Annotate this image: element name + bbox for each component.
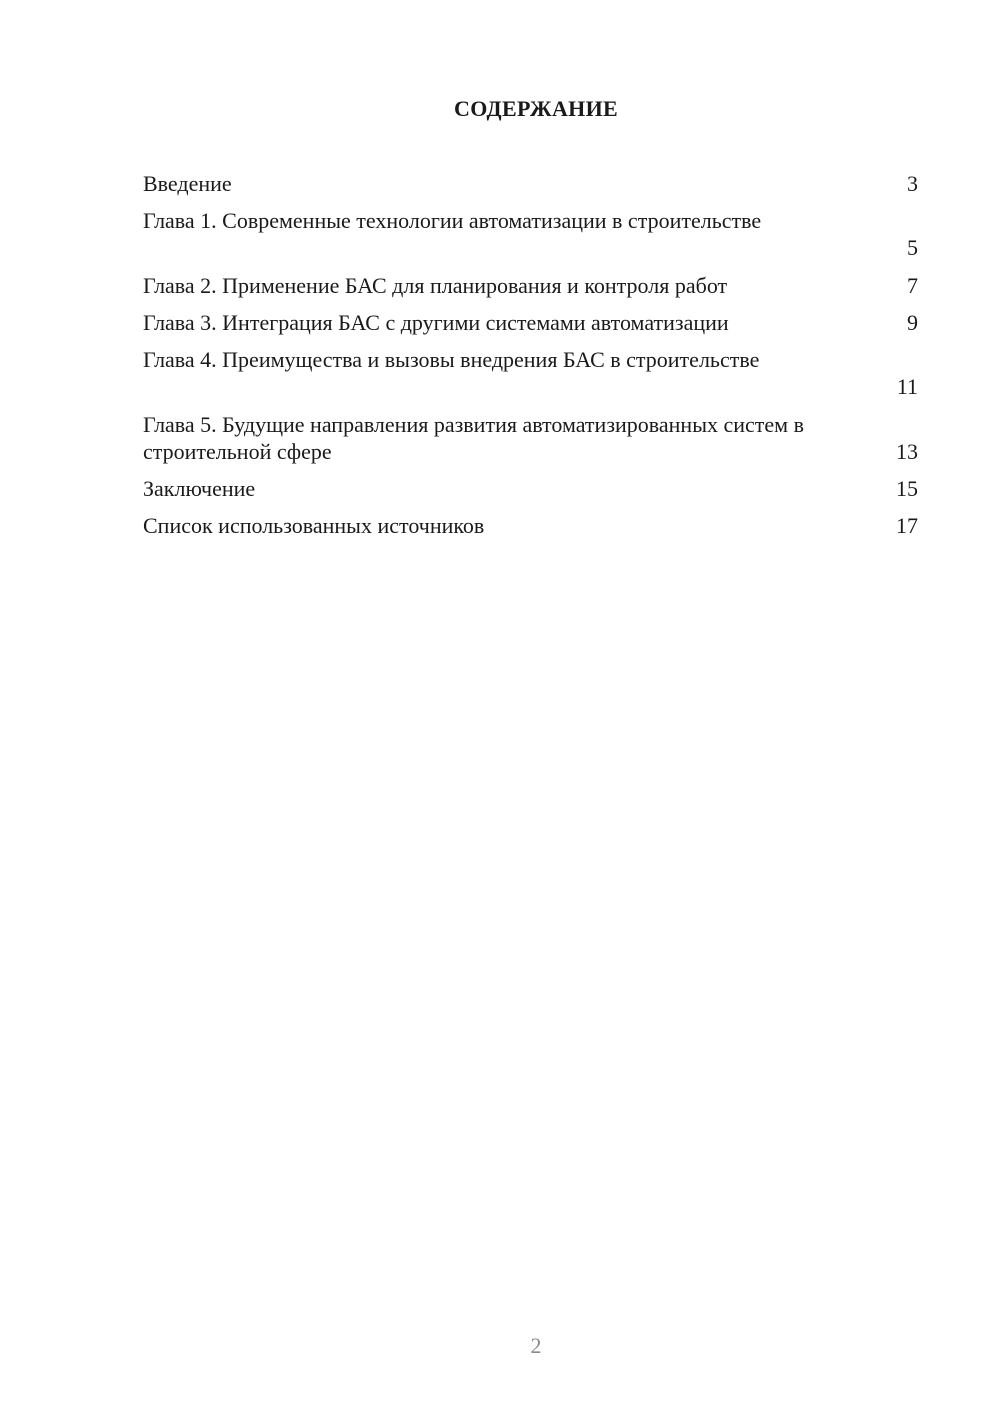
toc-entry-label: Глава 1. Современные технологии автоматизации в строительстве bbox=[143, 208, 762, 233]
toc-entry-page: 15 bbox=[896, 476, 918, 501]
toc-entry-conclusion[interactable] bbox=[143, 475, 918, 502]
toc-entry-page: 11 bbox=[896, 374, 918, 399]
toc-entry-label: Заключение bbox=[143, 476, 256, 501]
toc-entry-label: Список использованных источников bbox=[143, 513, 485, 538]
toc-entry-page: 5 bbox=[907, 235, 918, 260]
toc-entry-label: Глава 2. Применение БАС для планирования и контроля работ bbox=[143, 273, 728, 298]
toc-entry-page: 13 bbox=[896, 439, 918, 464]
toc-entry-label: Глава 4. Преимущества и вызовы внедрения БАС в строительстве bbox=[143, 347, 760, 372]
toc-entry-label: Глава 5. Будущие направления развития автоматизированных систем в строительной сфере bbox=[143, 412, 804, 464]
toc-entry-page: 17 bbox=[896, 513, 918, 538]
toc-entry-page: 7 bbox=[907, 273, 918, 298]
toc-entry-chapter-5[interactable] bbox=[143, 411, 918, 465]
toc-entry-chapter-2[interactable] bbox=[143, 272, 918, 299]
page-title: СОДЕРЖАНИЕ bbox=[454, 96, 618, 121]
toc-entry-page: 9 bbox=[907, 310, 918, 335]
toc-entry-chapter-4[interactable] bbox=[143, 346, 918, 400]
toc-entry-references[interactable] bbox=[143, 512, 918, 539]
toc-entry-chapter-3[interactable] bbox=[143, 309, 918, 336]
page-number: 2 bbox=[530, 1333, 542, 1358]
toc-entry-page: 3 bbox=[907, 171, 918, 196]
toc-entry-chapter-1[interactable] bbox=[143, 207, 918, 261]
toc-entry-introduction[interactable] bbox=[143, 170, 918, 197]
toc-entry-label: Глава 3. Интеграция БАС с другими системами автоматизации bbox=[143, 310, 729, 335]
toc-entry-label: Введение bbox=[143, 171, 232, 196]
